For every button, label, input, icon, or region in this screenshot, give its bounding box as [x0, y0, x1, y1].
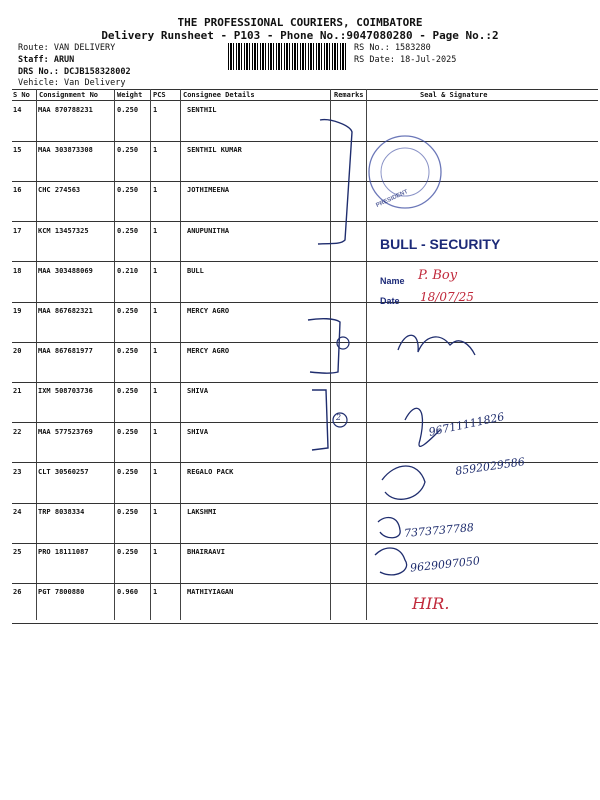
- cell-sno: 25: [13, 548, 22, 557]
- cell-sno: 18: [13, 266, 22, 275]
- header-consignee: Consignee Details: [183, 91, 255, 99]
- cell-consignment-no: MAA 303873308: [38, 146, 93, 155]
- cell-consignee: MERCY AGRO: [187, 347, 230, 356]
- cell-consignee: JOTHIMEENA: [187, 186, 230, 195]
- header-weight: Weight: [117, 91, 143, 99]
- cell-consignee: MERCY AGRO: [187, 307, 230, 315]
- cell-weight: 0.250: [117, 387, 139, 396]
- cell-sno: 19: [13, 307, 22, 315]
- cell-consignee: SHIVA: [187, 387, 209, 396]
- signature-scribble: [382, 466, 425, 499]
- cell-pcs: 1: [153, 548, 158, 557]
- handwritten-date: 18/07/25: [420, 290, 474, 304]
- cell-consignee: SENTHIL KUMAR: [187, 146, 242, 155]
- cell-sno: 16: [13, 186, 22, 195]
- cell-sno: 22: [13, 427, 22, 436]
- handwritten-phone: 7373737788: [403, 520, 475, 541]
- header-sno: S No: [13, 91, 30, 99]
- handwritten-phone: 8592029586: [454, 455, 526, 478]
- cell-sno: 23: [13, 467, 22, 476]
- cell-pcs: 1: [153, 588, 158, 597]
- cell-consignment-no: MAA 867682321: [38, 307, 93, 315]
- cell-weight: 0.250: [117, 226, 139, 235]
- security-stamp: BULL - SECURITY: [380, 236, 501, 252]
- cell-consignee: SHIVA: [187, 427, 209, 436]
- cell-sno: 20: [13, 347, 22, 356]
- runsheet-title: Delivery Runsheet - P103 - Phone No.:9047080280 - Page No.:2: [101, 29, 499, 42]
- cell-consignee: MATHIYIAGAN: [187, 588, 234, 597]
- cell-sno: 26: [13, 588, 22, 597]
- cell-sno: 17: [13, 226, 22, 235]
- cell-consignee: BULL: [187, 266, 204, 275]
- bracket-mark: [318, 120, 352, 244]
- cell-pcs: 1: [153, 508, 158, 516]
- cell-weight: 0.250: [117, 548, 139, 557]
- handwritten-phone: 9629097050: [409, 554, 481, 575]
- header-consignment: Consignment No: [39, 91, 99, 99]
- stamp-date-label: Date: [380, 296, 400, 306]
- cell-weight: 0.960: [117, 588, 139, 597]
- handwritten-name: P. Boy: [418, 268, 458, 283]
- cell-consignee: REGALO PACK: [187, 467, 234, 476]
- cell-consignee: BHAIRAAVI: [187, 548, 225, 557]
- staff-label: Staff: ARUN: [18, 55, 75, 65]
- cell-consignment-no: CHC 274563: [38, 186, 81, 195]
- cell-pcs: 1: [153, 266, 158, 275]
- cell-weight: 0.250: [117, 307, 139, 315]
- cell-pcs: 1: [153, 307, 158, 315]
- rs-number: RS No.: 1583280: [354, 43, 431, 53]
- bracket-mark: [308, 319, 340, 373]
- cell-sno: 15: [13, 146, 22, 155]
- cell-weight: 0.250: [117, 186, 139, 195]
- cell-consignment-no: CLT 30560257: [38, 467, 89, 476]
- cell-sno: 14: [13, 106, 22, 114]
- cell-consignment-no: MAA 870788231: [38, 106, 93, 114]
- rs-date: RS Date: 18-Jul-2025: [354, 55, 457, 65]
- cell-sno: 21: [13, 387, 22, 396]
- handwritten-initials: HIR.: [412, 594, 450, 613]
- header-remarks: Remarks: [334, 91, 364, 99]
- cell-sno: 24: [13, 508, 22, 516]
- cell-pcs: 1: [153, 387, 158, 396]
- cell-pcs: 1: [153, 106, 158, 114]
- cell-pcs: 1: [153, 186, 158, 195]
- cell-weight: 0.210: [117, 266, 139, 275]
- cell-weight: 0.250: [117, 508, 139, 516]
- cell-consignment-no: KCM 13457325: [38, 226, 89, 235]
- cell-consignee: ANUPUNITHA: [187, 226, 230, 235]
- cell-weight: 0.250: [117, 146, 139, 155]
- handwritten-phone: 96711111826: [427, 410, 506, 439]
- cell-consignment-no: IXM 508703736: [38, 387, 93, 396]
- cell-consignment-no: MAA 303488069: [38, 266, 93, 275]
- cell-pcs: 1: [153, 226, 158, 235]
- cell-consignee: SENTHIL: [187, 106, 217, 114]
- header-seal-signature: Seal & Signature: [420, 91, 488, 99]
- header-pcs: PCS: [153, 91, 166, 99]
- route-label: Route: VAN DELIVERY: [18, 43, 116, 53]
- cell-consignment-no: MAA 577523769: [38, 427, 93, 436]
- signature-scribble: [375, 548, 407, 575]
- cell-pcs: 1: [153, 427, 158, 436]
- cell-weight: 0.250: [117, 467, 139, 476]
- cell-weight: 0.250: [117, 106, 139, 114]
- cell-pcs: 1: [153, 347, 158, 356]
- round-stamp-text: PRESIDENT: [375, 189, 410, 209]
- circle-mark-number: 2: [336, 413, 342, 422]
- stamp-name-label: Name: [380, 276, 405, 286]
- cell-consignee: LAKSHMI: [187, 508, 217, 516]
- round-stamp: [369, 136, 441, 208]
- vehicle-label: Vehicle: Van Delivery: [18, 78, 126, 88]
- cell-pcs: 1: [153, 467, 158, 476]
- cell-pcs: 1: [153, 146, 158, 155]
- cell-consignment-no: PGT 7800880: [38, 588, 85, 597]
- drs-number: DRS No.: DCJB158328002: [18, 67, 131, 77]
- cell-consignment-no: PRO 18111087: [38, 548, 89, 557]
- signature-scribble: [398, 335, 475, 355]
- signature-scribble: [378, 517, 400, 537]
- cell-weight: 0.250: [117, 347, 139, 356]
- cell-consignment-no: TRP 8038334: [38, 508, 85, 516]
- cell-weight: 0.250: [117, 427, 139, 436]
- cell-consignment-no: MAA 867681977: [38, 347, 93, 356]
- bracket-mark: [312, 390, 328, 450]
- company-title: THE PROFESSIONAL COURIERS, COIMBATORE: [177, 16, 423, 29]
